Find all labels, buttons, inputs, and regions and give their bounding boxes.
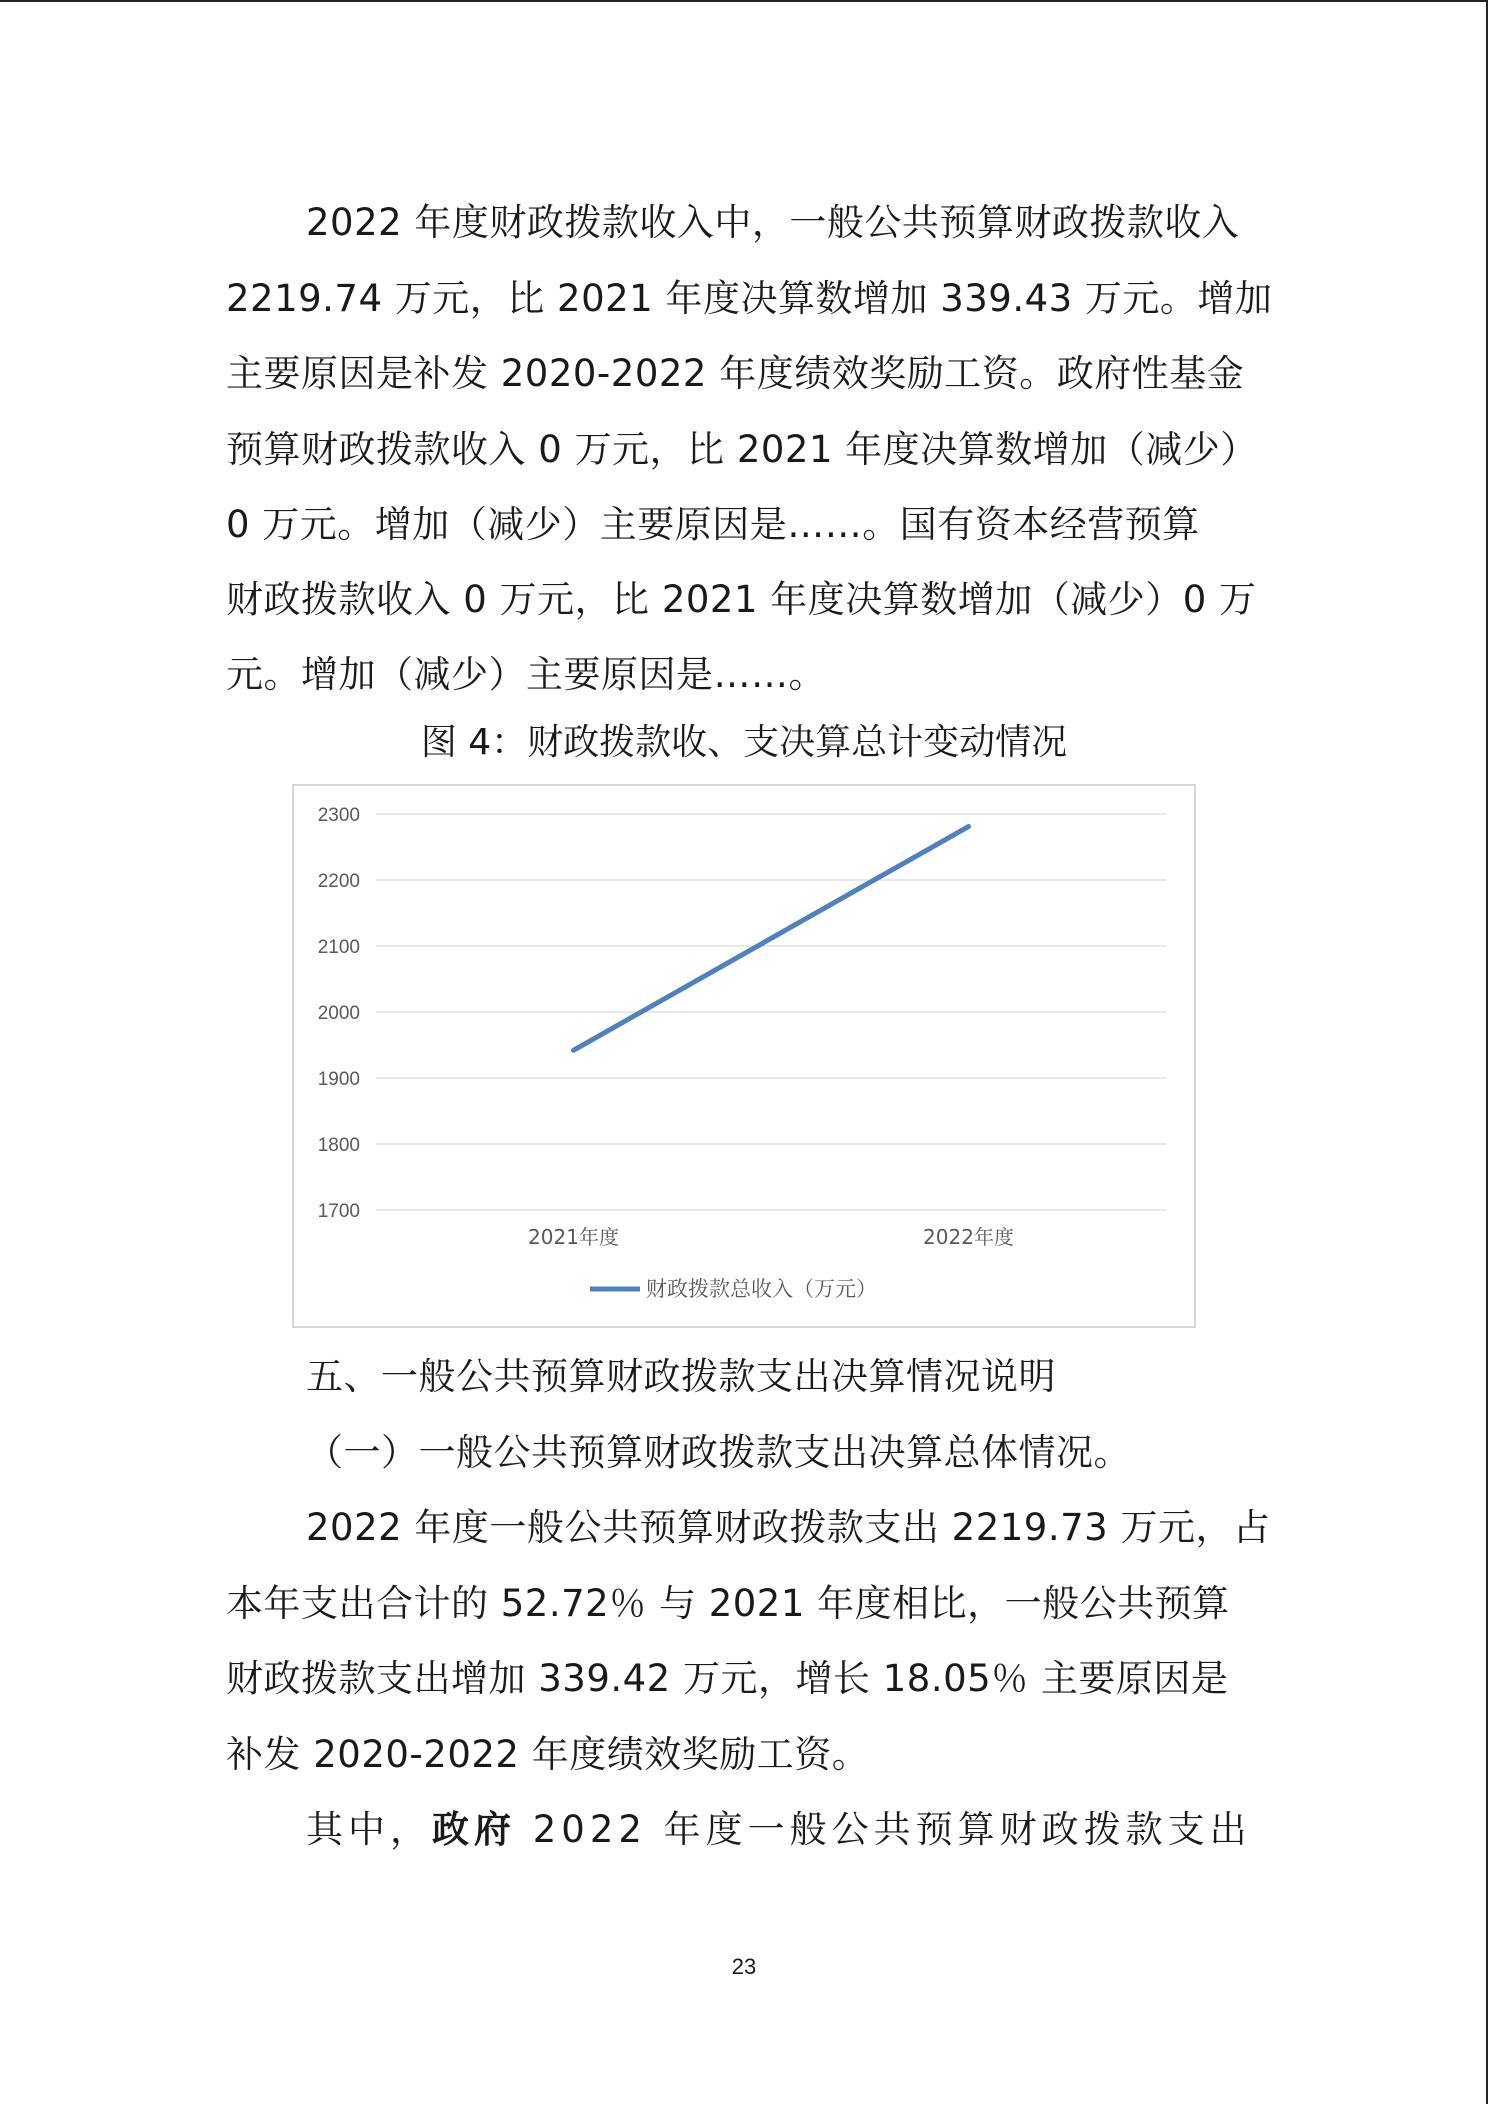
y-tick-label: 2300 [317, 805, 360, 826]
paragraph-line: 主要原因是补发 2020-2022 年度绩效奖励工资。政府性基金 [226, 352, 1245, 395]
paragraph-rest: 2022 年度一般公共预算财政拨款支出 [516, 1808, 1252, 1851]
x-tick-label: 2022年度 [923, 1225, 1014, 1249]
y-tick-label: 2000 [317, 1003, 360, 1024]
paragraph-line: 元。增加（减少）主要原因是……。 [226, 653, 826, 696]
chart-svg [294, 786, 1194, 1326]
x-tick-label: 2021年度 [528, 1225, 619, 1249]
line-chart [292, 784, 1196, 1328]
y-tick-label: 1900 [317, 1069, 360, 1090]
paragraph-line: 2219.74 万元，比 2021 年度决算数增加 339.43 万元。增加 [226, 277, 1273, 320]
paragraph-line: 预算财政拨款收入 0 万元，比 2021 年度决算数增加（减少） [226, 428, 1258, 471]
paragraph-line: 0 万元。增加（减少）主要原因是……。国有资本经营预算 [226, 503, 1200, 546]
series-line [574, 827, 969, 1051]
paragraph-prefix: 其中， [306, 1808, 432, 1851]
y-tick-label: 2100 [317, 937, 360, 958]
page-border-top [0, 0, 1488, 2]
y-tick-label: 1700 [317, 1201, 360, 1222]
paragraph-line [226, 1805, 1342, 1855]
y-tick-label: 1800 [317, 1135, 360, 1156]
paragraph-line: 财政拨款支出增加 339.42 万元，增长 18.05％ 主要原因是 [226, 1657, 1229, 1700]
paragraph-line: 2022 年度一般公共预算财政拨款支出 2219.73 万元，占 [306, 1506, 1271, 1549]
paragraph-line: 补发 2020-2022 年度绩效奖励工资。 [226, 1733, 870, 1776]
page-number: 23 [731, 1954, 757, 1979]
figure-caption: 图 4：财政拨款收、支决算总计变动情况 [420, 722, 1068, 763]
section-heading: 五、一般公共预算财政拨款支出决算情况说明 [306, 1355, 1056, 1398]
paragraph-line: 2022 年度财政拨款收入中，一般公共预算财政拨款收入 [306, 201, 1240, 244]
paragraph-bold-word: 政府 [432, 1808, 516, 1851]
sub-heading: （一）一般公共预算财政拨款支出决算总体情况。 [306, 1431, 1131, 1474]
paragraph-line: 财政拨款收入 0 万元，比 2021 年度决算数增加（减少）0 万 [226, 578, 1257, 621]
legend-label: 财政拨款总收入（万元） [646, 1277, 877, 1301]
paragraph-line: 本年支出合计的 52.72％ 与 2021 年度相比，一般公共预算 [226, 1582, 1230, 1625]
y-tick-label: 2200 [317, 871, 360, 892]
